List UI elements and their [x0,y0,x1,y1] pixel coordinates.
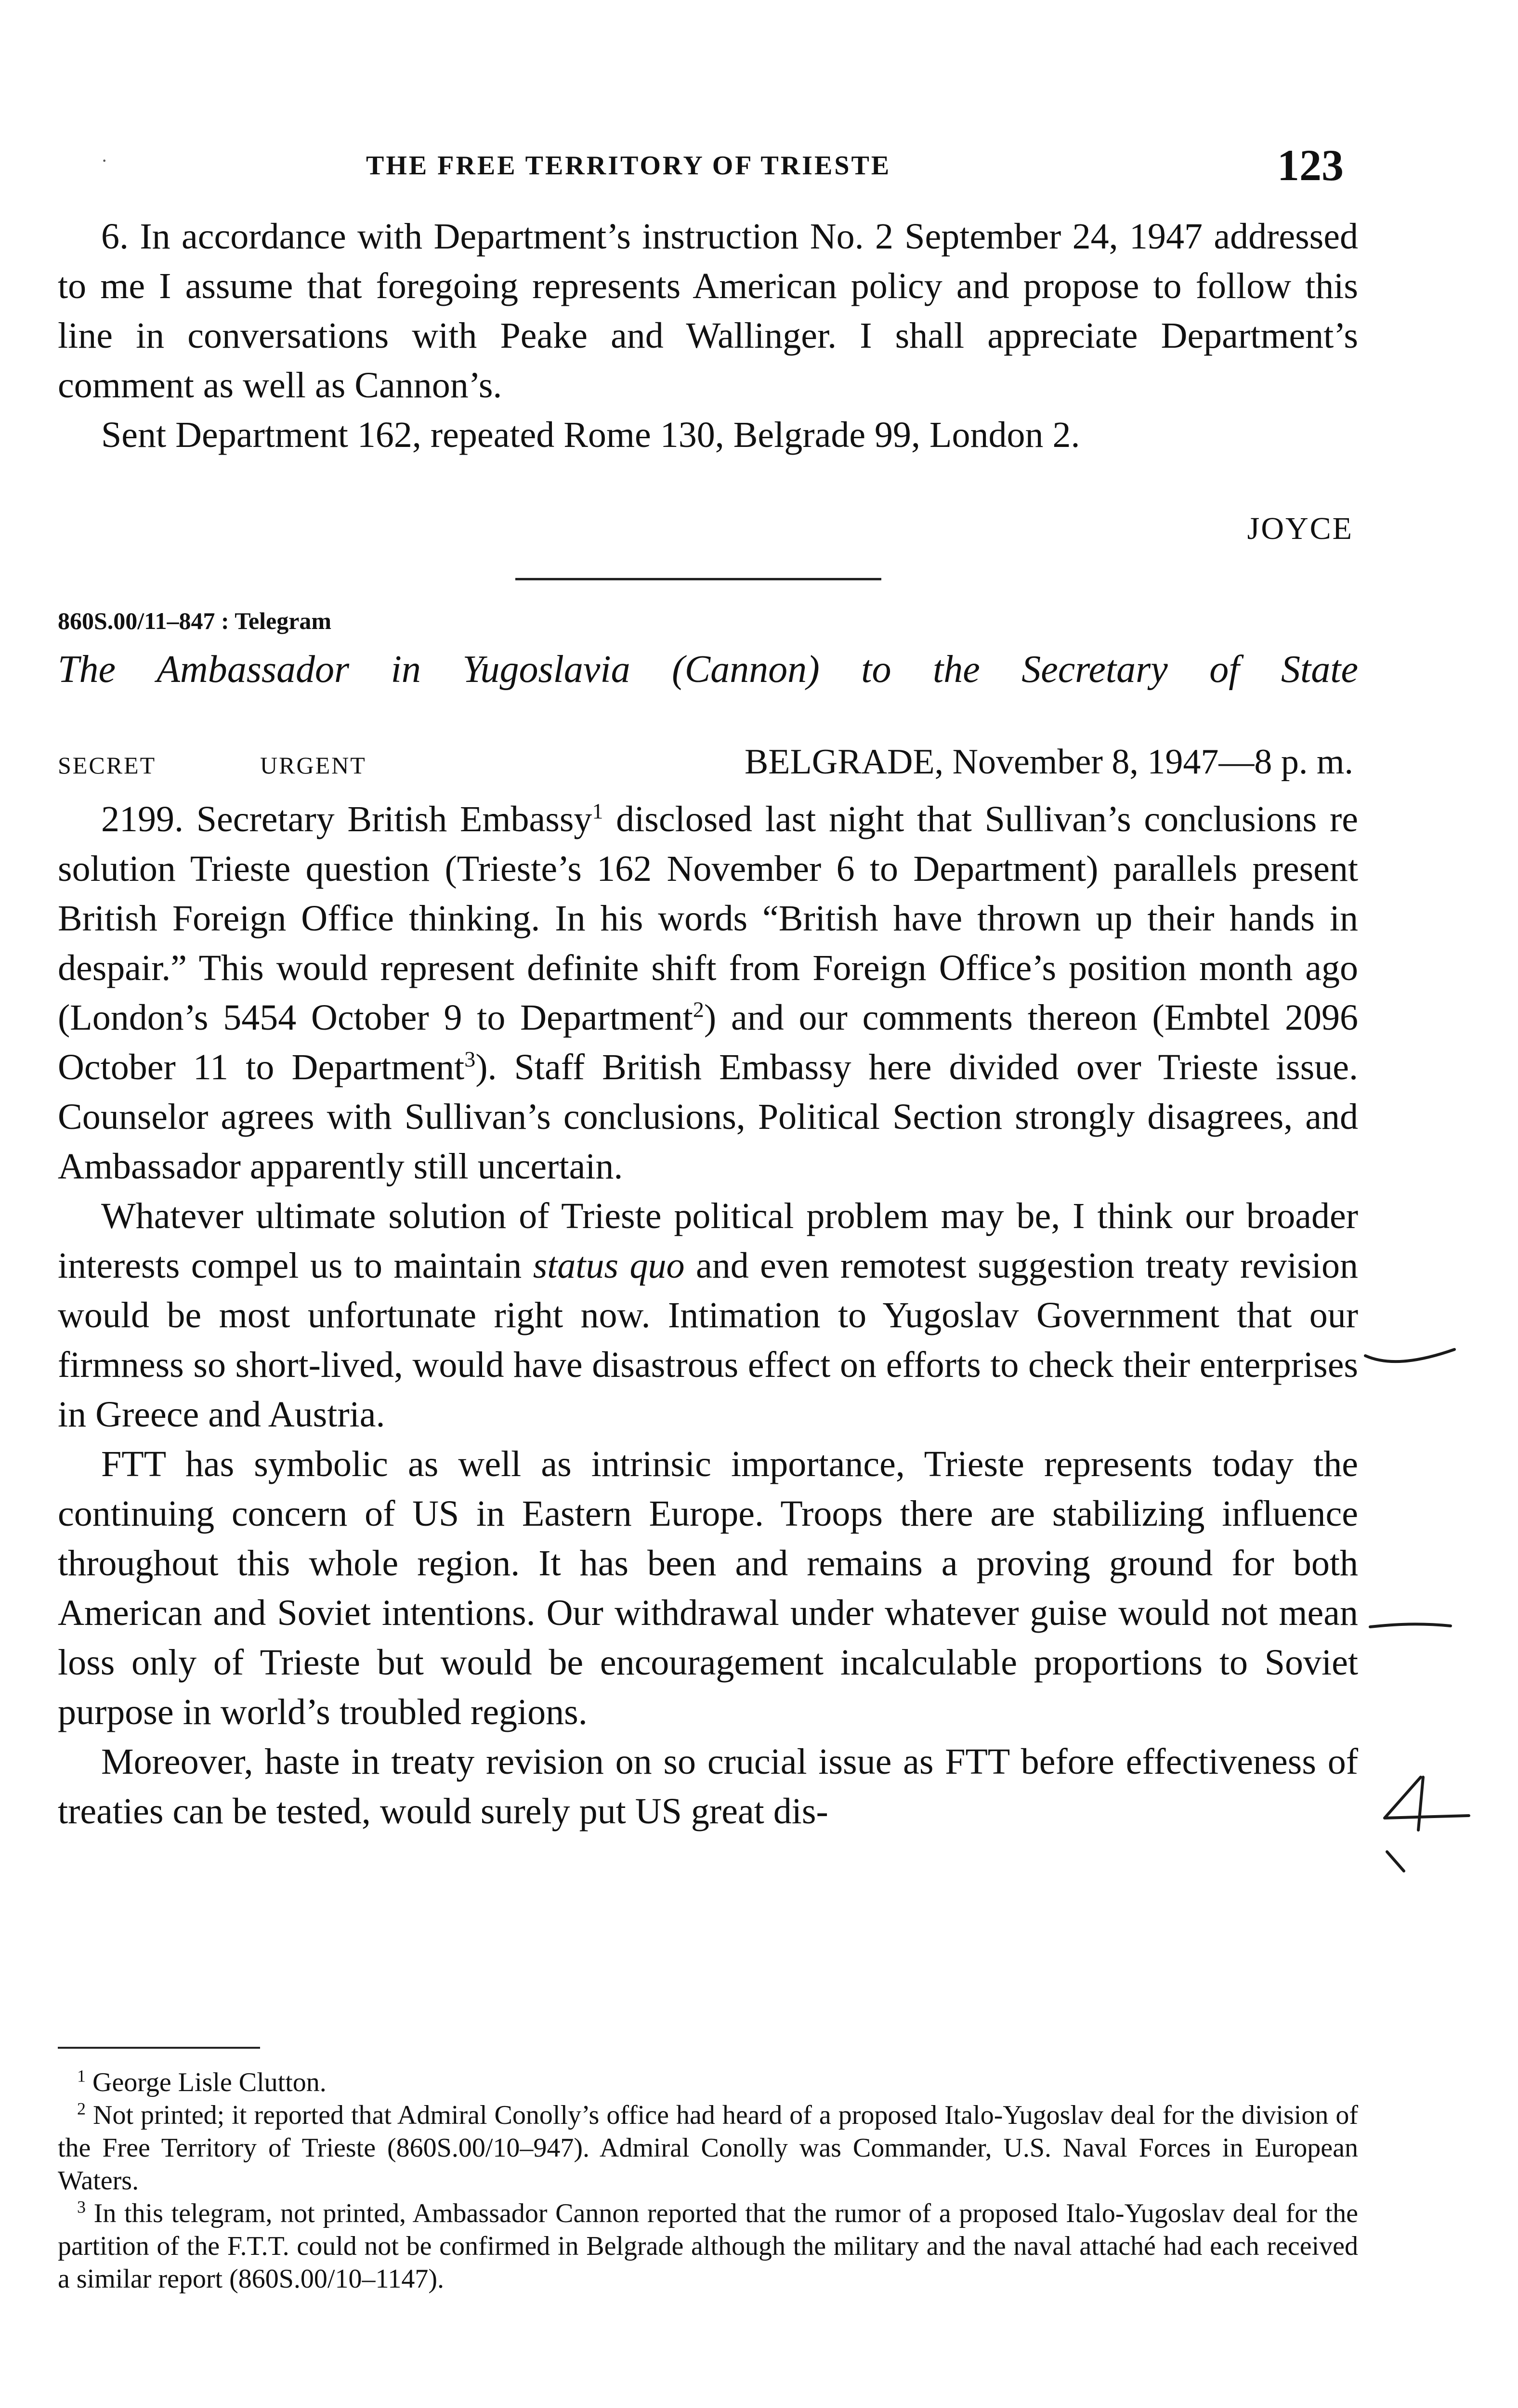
classification-urgent: URGENT [260,752,366,779]
footnote-ref: 2 [693,997,704,1022]
scan-speck: · [101,150,108,171]
italic-term: status quo [533,1245,685,1286]
text-run: and even remotest suggestion treaty revision would be most unfortunate right now. Intimation to Yugoslav Government that our firmness so short-lived, would have disastrous effect on efforts to check their enterprises in Greece and Austria. [58,1245,1358,1435]
footnote-text: In this telegram, not printed, Ambassador Cannon reported that the rumor of a proposed Italo-Yugoslav deal for the partition of the F.T.T. could not be confirmed in Belgrade although the military and the naval attaché had each received a similar report (860S.00/10–1147). [58,2199,1358,2294]
classification-secret: SECRET [58,752,157,779]
text-run: disclosed last night that Sullivan’s conclusions re solution Trieste question (Trieste’s 162 November 6 to Department) parallels present British Foreign Office thinking. In his words “British have thrown up their hands in despair.” This would represent definite shift from Foreign Office’s position month ago (London’s 5454 October 9 to Department [58,799,1358,1038]
text-run: 2199. Secretary British Embassy [101,799,592,839]
telegram-body [58,795,1358,1836]
file-reference: 860S.00/11–847 : Telegram [58,607,332,634]
paragraph [58,795,1358,1191]
section-1-text [58,212,1358,460]
footnote-number: 1 [77,2066,86,2086]
footnote-divider [58,2047,260,2049]
text-run: ). Staff British Embassy here divided over Trieste issue. Counselor agrees with Sullivan’s conclusions, Political Section strongly disagrees, and Ambassador apparently still uncertain. [58,1047,1358,1187]
page-number: 123 [1277,141,1344,190]
text-run: ) and our comments thereon (Embtel 2096 October 11 to Department [58,997,1358,1087]
paragraph: 6. In accordance with Department’s instruction No. 2 September 24, 1947 addressed to me I assume that foregoing represents American policy and propose to follow this line in conversations with Peake and Wallinger. I shall appreciate Department’s comment as well as Cannon’s. [58,216,1358,406]
footnote [58,2197,1358,2295]
dateline: BELGRADE, November 8, 1947—8 p. m. [744,742,1353,782]
paragraph [58,1191,1358,1440]
footnote-text: Not printed; it reported that Admiral Conolly’s office had heard of a proposed Italo-Yugoslav deal for the division of the Free Territory of Trieste (860S.00/10–947). Admiral Conolly was Commander, U.S. Naval Forces in European Waters. [58,2100,1358,2196]
section-divider [515,578,881,580]
footnote-number: 3 [77,2197,86,2217]
footnotes [58,2066,1358,2295]
text-run: Whatever ultimate solution of Trieste political problem may be, I think our broader interests compel us to maintain [58,1196,1358,1286]
footnote-number: 2 [77,2099,86,2119]
document-title: The Ambassador in Yugoslavia (Cannon) to the Secretary of State [58,648,1358,691]
running-title: THE FREE TERRITORY OF TRIESTE [366,151,891,181]
paragraph: Moreover, haste in treaty revision on so crucial issue as FTT before effectiveness of treaties can be tested, would surely put US great dis- [58,1741,1358,1832]
footnote-ref: 1 [592,798,603,824]
page-header [58,140,1358,197]
footnote [58,2066,1358,2099]
footnote [58,2099,1358,2197]
classification-line [58,742,1358,790]
document-page [58,0,1358,2408]
footnote-ref: 3 [464,1047,476,1072]
margin-arrow-mark [1377,1772,1474,1888]
paragraph: FTT has symbolic as well as intrinsic importance, Trieste represents today the continuing concern of US in Eastern Europe. Troops there are stabilizing influence throughout this whole region. It has been and remains a proving ground for both American and Soviet intentions. Our withdrawal under whatever guise would not mean loss only of Trieste but would be encouragement incalculable proportions to Soviet purpose in world’s troubled regions. [58,1444,1358,1732]
margin-dash-mark [1368,1613,1454,1637]
margin-dash-mark [1363,1344,1459,1377]
signature: JOYCE [1247,511,1353,546]
footnote-text: George Lisle Clutton. [92,2068,327,2097]
paragraph: Sent Department 162, repeated Rome 130, Belgrade 99, London 2. [101,415,1080,455]
